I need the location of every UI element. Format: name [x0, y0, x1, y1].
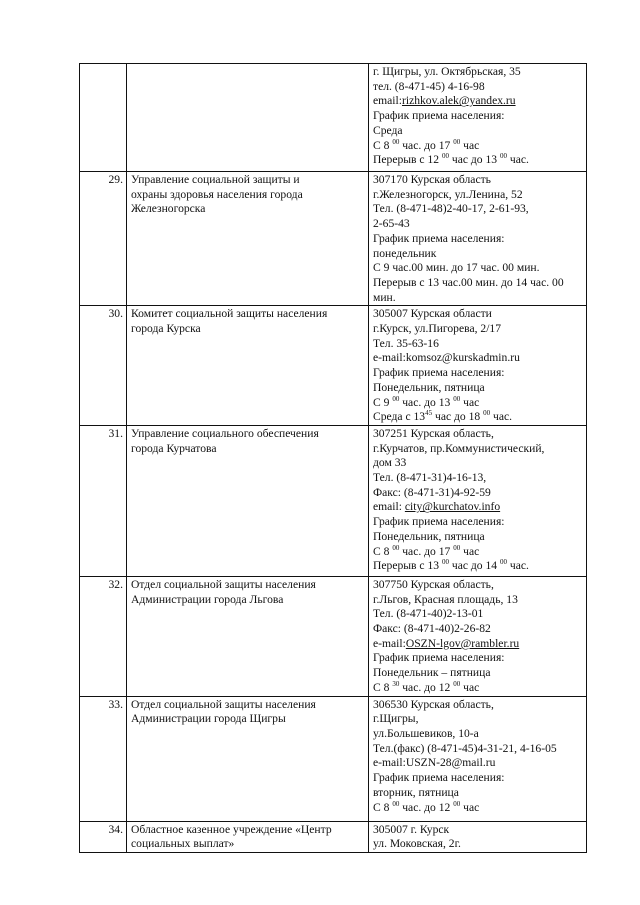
- time-minutes: 45: [425, 409, 433, 418]
- table-row: [80, 172, 587, 306]
- info-line: Перерыв с 13 $^{00}$ час до 14 $^{00}$ час.: [373, 558, 529, 573]
- social-protection-table: [79, 63, 587, 853]
- info-line: понедельник: [373, 246, 437, 260]
- time-minutes: 00: [499, 558, 507, 567]
- time-minutes: 30: [392, 679, 400, 688]
- name-line: Отдел социальной защиты населения: [131, 697, 316, 711]
- info-line: email:rizhkov.alek@yandex.ru: [373, 94, 516, 108]
- name-line: Управление социальной защиты и: [131, 173, 300, 186]
- time-minutes: 00: [392, 394, 400, 403]
- info-line: г.Курчатов, пр.Коммунистический,: [373, 441, 545, 455]
- table-row: [80, 576, 587, 696]
- link-text[interactable]: rizhkov.alek@yandex.ru: [401, 94, 516, 108]
- name-line: Комитет социальной защиты населения: [131, 307, 328, 321]
- row-number: [80, 64, 127, 172]
- info-line: 2-65-43: [373, 217, 410, 231]
- info-line: График приема населения:: [373, 515, 505, 529]
- info-line: email: city@kurchatov.info: [373, 500, 501, 514]
- info-line: 306530 Курская область,: [373, 697, 494, 711]
- row-number: 33.: [80, 696, 127, 821]
- info-line: 305007 г. Курск: [373, 822, 450, 836]
- info-line: График приема населения:: [373, 231, 505, 245]
- organization-name: [127, 306, 369, 426]
- table-row: [80, 306, 587, 426]
- info-line: С 9 $^{00}$ час. до 13 $^{00}$ час: [373, 394, 480, 409]
- info-line: ул.Большевиков, 10-а: [373, 726, 479, 740]
- time-minutes: 00: [499, 152, 507, 161]
- info-line: дом 33: [373, 456, 407, 470]
- name-line: Железногорска: [131, 202, 206, 216]
- table-body: [80, 64, 587, 853]
- info-line: Факс: (8-471-40)2-26-82: [373, 622, 491, 636]
- info-line: e-mail:komsoz@kurskadmin.ru: [373, 351, 520, 365]
- info-line: г.Железногорск, ул.Ленина, 52: [373, 187, 523, 201]
- contact-info: [369, 576, 587, 696]
- info-line: Понедельник, пятница: [373, 380, 485, 394]
- name-line: социальных выплат»: [131, 837, 235, 851]
- time-minutes: 00: [392, 799, 400, 808]
- time-minutes: 00: [392, 543, 400, 552]
- info-line: 305007 Курская области: [373, 307, 492, 321]
- info-line: Факс: (8-471-31)4-92-59: [373, 485, 491, 499]
- contact-info: [369, 696, 587, 821]
- info-line: г. Щигры, ул. Октябрьская, 35: [373, 65, 521, 78]
- info-line: График приема населения:: [373, 651, 505, 665]
- time-minutes: 00: [453, 799, 461, 808]
- time-minutes: 00: [453, 137, 461, 146]
- info-line: Перерыв с 13 час.00 мин. до 14 час. 00: [373, 275, 564, 289]
- link-text[interactable]: OSZN-lgov@rambler.ru: [405, 636, 520, 650]
- info-line: вторник, пятница: [373, 785, 459, 799]
- info-line: С 9 час.00 мин. до 17 час. 00 мин.: [373, 261, 540, 275]
- time-minutes: 00: [483, 409, 491, 418]
- info-line: Тел. (8-471-31)4-16-13,: [373, 471, 487, 485]
- contact-info: [369, 64, 587, 172]
- info-line: г.Щигры,: [373, 712, 419, 726]
- table-row: [80, 821, 587, 852]
- organization-name: [127, 172, 369, 306]
- time-minutes: 00: [441, 152, 449, 161]
- info-line: Тел. 35-63-16: [373, 336, 439, 350]
- info-line: График приема населения:: [373, 366, 505, 380]
- table-row: [80, 696, 587, 821]
- info-line: Тел. (8-471-48)2-40-17, 2-61-93,: [373, 202, 529, 216]
- name-line: Администрации города Щигры: [131, 712, 286, 726]
- info-line: Тел. (8-471-40)2-13-01: [373, 607, 484, 621]
- info-line: График приема населения:: [373, 771, 505, 785]
- info-line: С 8 $^{30}$ час. до 12 $^{00}$ час: [373, 679, 480, 694]
- name-line: Управление социального обеспечения: [131, 426, 319, 440]
- info-line: 307251 Курская область,: [373, 426, 494, 440]
- info-line: С 8 $^{00}$ час. до 17 $^{00}$ час: [373, 137, 480, 152]
- info-line: Среда с $13^{45}$ час до 18 $^{00}$ час.: [373, 409, 513, 424]
- info-line: Понедельник, пятница: [373, 529, 485, 543]
- contact-info: [369, 821, 587, 852]
- organization-name: [127, 64, 369, 172]
- info-line: e-mail:USZN-28@mail.ru: [373, 756, 496, 770]
- info-line: г.Курск, ул.Пигорева, 2/17: [373, 322, 502, 336]
- link-text[interactable]: city@kurchatov.info: [404, 500, 501, 514]
- info-line: График приема населения:: [373, 109, 505, 123]
- info-line: 307750 Курская область,: [373, 577, 494, 591]
- name-line: города Курчатова: [131, 441, 217, 455]
- time-minutes: 00: [453, 394, 461, 403]
- info-line: ул. Моковская, 2г.: [373, 837, 461, 851]
- time-minutes: 00: [441, 558, 449, 567]
- name-line: Администрации города Льгова: [131, 592, 284, 606]
- info-line: г.Льгов, Красная площадь, 13: [373, 592, 518, 606]
- table-row: [80, 425, 587, 576]
- row-number: 34.: [80, 821, 127, 852]
- row-number: 29.: [80, 172, 127, 306]
- organization-name: [127, 696, 369, 821]
- time-minutes: 00: [453, 543, 461, 552]
- contact-info: [369, 306, 587, 426]
- info-line: мин.: [373, 290, 396, 304]
- contact-info: [369, 425, 587, 576]
- info-line: Среда: [373, 123, 403, 137]
- info-line: тел. (8-471-45) 4-16-98: [373, 79, 485, 93]
- row-number: 30.: [80, 306, 127, 426]
- name-line: города Курска: [131, 322, 201, 336]
- name-line: Областное казенное учреждение «Центр: [131, 822, 332, 836]
- organization-name: [127, 425, 369, 576]
- info-line: e-mail:OSZN-lgov@rambler.ru: [373, 636, 520, 650]
- info-line: 307170 Курская область: [373, 173, 491, 186]
- name-line: охраны здоровья населения города: [131, 187, 303, 201]
- info-line: Понедельник – пятница: [373, 666, 491, 680]
- organization-name: [127, 821, 369, 852]
- info-line: С 8 $^{00}$ час. до 17 $^{00}$ час: [373, 543, 480, 558]
- info-line: Тел.(факс) (8-471-45)4-31-21, 4-16-05: [373, 741, 557, 755]
- row-number: 31.: [80, 425, 127, 576]
- table-row: [80, 64, 587, 172]
- name-line: Отдел социальной защиты населения: [131, 577, 316, 591]
- contact-info: [369, 172, 587, 306]
- info-line: Перерыв с 12 $^{00}$ час до 13 $^{00}$ час.: [373, 152, 529, 167]
- row-number: 32.: [80, 576, 127, 696]
- organization-name: [127, 576, 369, 696]
- info-line: С 8 $^{00}$ час. до 12 $^{00}$ час: [373, 799, 480, 814]
- time-minutes: 00: [453, 679, 461, 688]
- time-minutes: 00: [392, 137, 400, 146]
